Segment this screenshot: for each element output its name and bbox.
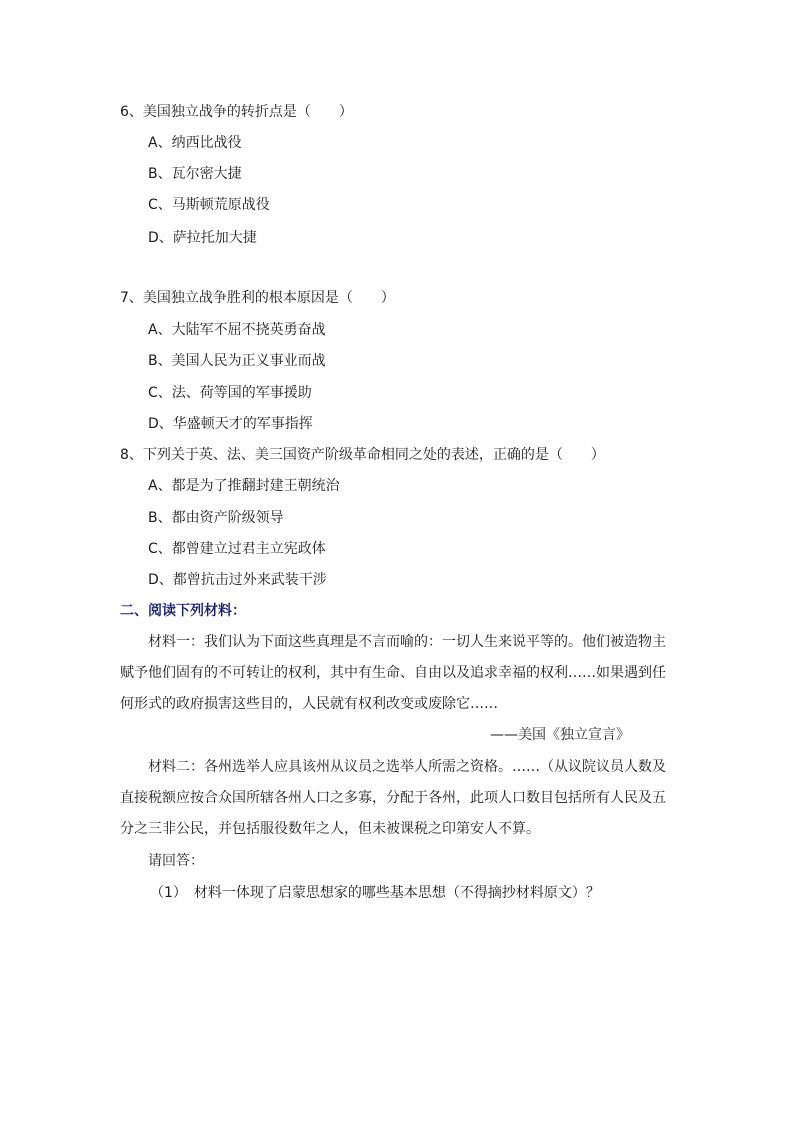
question-6-option-b: B、瓦尔密大捷 <box>148 166 242 182</box>
question-7-stem: 7、美国独立战争胜利的根本原因是（ ） <box>120 290 395 306</box>
question-8-option-b: B、都由资产阶级领导 <box>148 510 284 526</box>
sub-question-1: （1） 材料一体现了启蒙思想家的哪些基本思想（不得摘抄材料原文）？ <box>150 885 600 901</box>
question-6-option-d: D、萨拉托加大捷 <box>148 230 257 246</box>
question-6-option-c: C、马斯顿荒原战役 <box>148 197 270 213</box>
question-7-option-d: D、华盛顿天才的军事指挥 <box>148 416 313 432</box>
question-8-option-c: C、都曾建立过君主立宪政体 <box>148 541 326 557</box>
question-8-stem: 8、下列关于英、法、美三国资产阶级革命相同之处的表述，正确的是（ ） <box>120 447 605 463</box>
question-8-option-d: D、都曾抗击过外来武装干涉 <box>148 572 327 588</box>
question-7-option-b: B、美国人民为正义事业而战 <box>148 353 326 369</box>
question-7-option-a: A、大陆军不屈不挠英勇奋战 <box>148 322 326 338</box>
question-6-option-a: A、纳西比战役 <box>148 135 242 151</box>
material-1-text: 材料一：我们认为下面这些真理是不言而喻的：一切人生来说平等的。他们被造物主赋予他们固有的不可转让的权利，其中有生命、自由以及追求幸福的权利……如果遇到任何形式的政府损害这些目的，人民就有权利改变或废除它…… <box>120 634 666 712</box>
material-1-source: ——美国《独立宣言》 <box>490 727 630 743</box>
question-7-option-c: C、法、荷等国的军事援助 <box>148 385 312 401</box>
question-8-option-a: A、都是为了推翻封建王朝统治 <box>148 478 340 494</box>
section-2-title: 二、阅读下列材料： <box>120 603 246 619</box>
material-2-text: 材料二：各州选举人应具该州从议员之选举人所需之资格。……（从议院议员人数及直接税额应按合众国所辖各州人口之多寡，分配于各州，此项人口数目包括所有人民及五分之三非公民，并包括服役数年之人，但未被课税之印第安人不算。 <box>120 759 666 837</box>
question-6-stem: 6、美国独立战争的转折点是（ ） <box>120 104 353 120</box>
answer-prompt: 请回答： <box>148 853 204 869</box>
